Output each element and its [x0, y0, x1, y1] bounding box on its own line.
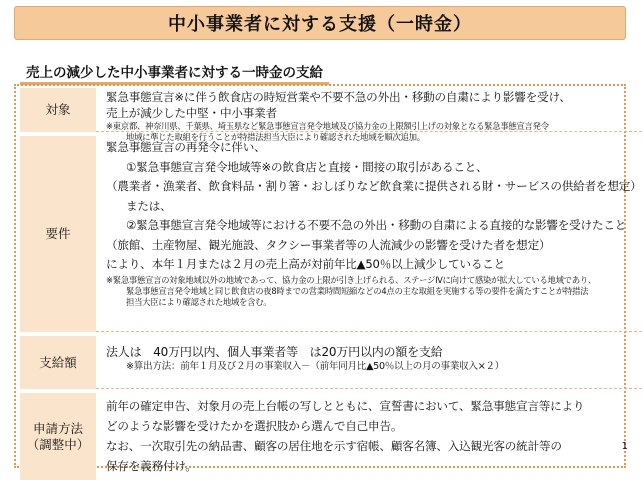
requirements-line: または、	[126, 198, 172, 213]
application-line: 保存を義務付け。	[106, 459, 197, 473]
requirements-line: により、本年１月または２月の売上高が対前年比▲50％以上減少していること	[106, 257, 506, 271]
requirements-line: （旅館、土産物屋、観光施設、タクシー事業者等の人流減少の影響を受けた者を想定）	[106, 237, 551, 252]
requirements-line: ①緊急事態宣言発令地域等※の飲食店と直接・間接の取引があること、	[126, 159, 488, 174]
support-table	[20, 88, 642, 480]
target-line: 緊急事態宣言※に伴う飲食店の時短営業や不要不急の外出・移動の自粛により影響を受け、	[106, 90, 571, 104]
amount-line: 法人は 40万円以内、個人事業者等 は20万円以内の額を支給	[106, 345, 443, 359]
requirements-content	[96, 136, 642, 332]
application-line: どのような影響を受けたかを選択肢から選んで自己申告。	[106, 419, 403, 433]
amount-note: ※算出方法：前年１月及び２月の事業収入－（前年同月比▲50％以上の月の事業収入×２）	[126, 361, 505, 372]
amount-label: 支給額	[20, 336, 96, 389]
requirements-line: ②緊急事態宣言発令地域等における不要不急の外出・移動の自粛による直接的な影響を受けたこと	[126, 218, 627, 232]
target-note: ※東京都、神奈川県、千葉県、埼玉県など緊急事態宣言発令地域及び協力金の上限額引上げの対象となる緊急事態宣言発令	[106, 121, 549, 131]
application-content	[96, 393, 642, 480]
requirements-line: （農業者・漁業者、飲食料品・割り箸・おしぼりなど飲食業に提供される財・サービスの供給者を想定）	[106, 179, 642, 193]
section-subtitle: 売上の減少した中小事業者に対する一時金の支給	[20, 64, 329, 85]
application-line: 前年の確定申告、対象月の売上台帳の写しとともに、宣誓書において、緊急事態宣言等により	[106, 399, 585, 413]
application-label: 申請方法 （調整中）	[20, 393, 96, 480]
amount-content	[96, 336, 642, 389]
requirements-note: 担当大臣により確認された地域を含む。	[126, 296, 272, 307]
requirements-note: 緊急事態宣言発令地域と同じ飲食店の夜8時までの営業時間短縮などの4点の主な取組を実施する等の要件を満たすことが特措法	[126, 285, 589, 296]
page-title: 中小事業者に対する支援（一時金）	[14, 6, 626, 40]
target-line: 売上が減少した中堅・中小事業者	[106, 106, 277, 120]
page-number: 1	[621, 441, 628, 452]
requirements-line: 緊急事態宣言の再発令に伴い、	[106, 140, 266, 154]
requirements-label: 要件	[20, 136, 96, 332]
target-content	[96, 88, 642, 142]
application-line: なお、一次取引先の納品書、顧客の居住地を示す宿帳、顧客名簿、入込観光客の統計等の	[106, 439, 562, 453]
target-label: 対象	[20, 88, 96, 132]
target-note: 地域に準じた取組を行うことが特措法担当大臣により確認された地域を順次追加。	[126, 132, 425, 142]
requirements-note: ※緊急事態宣言の対象地域以外の地域であって、協力金の上限が引き上げられる、ステージⅣに向けて感染が拡大している地域であり、	[106, 274, 596, 285]
